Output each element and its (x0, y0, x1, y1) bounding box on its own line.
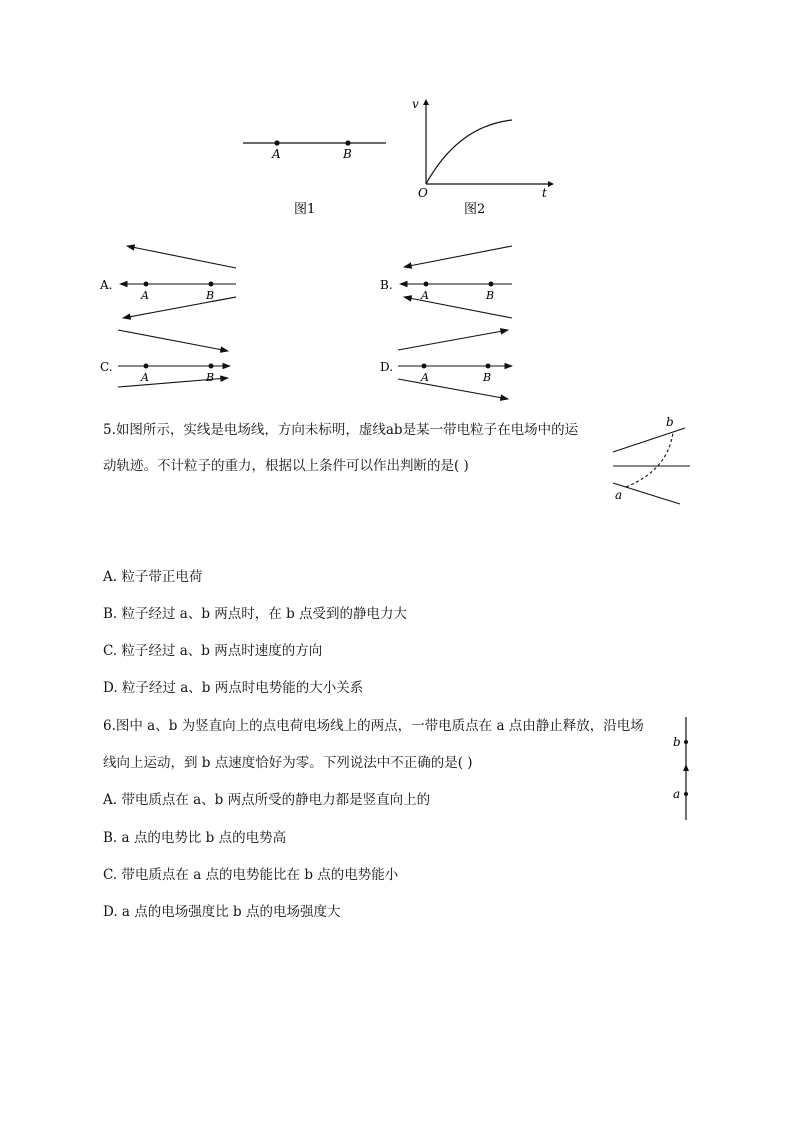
option-a-lower-line (98, 295, 243, 325)
option-d-field-lines (378, 322, 523, 404)
option-d-label: D. (380, 360, 394, 374)
option-a-field-lines (98, 238, 243, 302)
fig1-point-b-label: B (343, 147, 352, 161)
q6-fig-point-b: b (673, 735, 681, 749)
q6-option-b: B. a 点的电势比 b 点的电势高 (103, 830, 287, 846)
fig2-v-label: v (412, 97, 419, 111)
q5-stem-line-1: 5.如图所示，实线是电场线，方向未标明，虚线ab是某一带电粒子在电场中的运 (103, 422, 579, 438)
option-c-point-a: A (141, 371, 149, 384)
q6-option-c: C. 带电质点在 a 点的电势能比在 b 点的电势能小 (103, 867, 399, 883)
fig2-origin-label: O (418, 186, 428, 200)
q5-option-a: A. 粒子带正电荷 (103, 569, 203, 585)
fig2-t-label: t (542, 186, 547, 200)
q6-stem-line-1: 6.图中 a、b 为竖直向上的点电荷电场线上的两点，一带电质点在 a 点由静止释放，沿电场 (103, 718, 644, 734)
option-a-point-b: B (206, 289, 215, 302)
q6-stem-line-2: 线向上运动，到 b 点速度恰好为零。下列说法中不正确的是( ) (103, 755, 473, 771)
fig2-caption: 图2 (464, 202, 486, 217)
q5-fig-point-b: b (666, 415, 674, 429)
q6-option-d: D. a 点的电场强度比 b 点的电场强度大 (103, 904, 341, 920)
q6-option-a: A. 带电质点在 a、b 两点所受的静电力都是竖直向上的 (103, 792, 431, 808)
fig1-caption: 图1 (294, 202, 316, 217)
q5-stem-line-2: 动轨迹。不计粒子的重力，根据以上条件可以作出判断的是( ) (103, 458, 469, 474)
figure-1 (236, 128, 396, 222)
option-a-label: A. (100, 278, 113, 292)
option-c-label: C. (100, 360, 113, 374)
option-d-point-a: A (421, 371, 429, 384)
q6-field-line-figure (668, 715, 698, 823)
option-c-point-b: B (206, 371, 215, 384)
q5-option-c: C. 粒子经过 a、b 两点时速度的方向 (103, 643, 323, 659)
option-b-field-lines (378, 238, 523, 328)
option-b-point-a: A (421, 289, 429, 302)
fig1-point-a-label: A (272, 147, 281, 161)
q5-trajectory-figure (608, 412, 698, 510)
option-b-point-b: B (486, 289, 495, 302)
figure-2-v-t-graph (408, 96, 558, 222)
q5-option-d: D. 粒子经过 a、b 两点时电势能的大小关系 (103, 680, 364, 696)
option-d-point-b: B (483, 371, 492, 384)
q5-option-b: B. 粒子经过 a、b 两点时，在 b 点受到的静电力大 (103, 606, 407, 622)
option-c-field-lines (98, 322, 243, 392)
q6-fig-point-a: a (673, 787, 681, 801)
option-b-label: B. (380, 278, 393, 292)
option-a-point-a: A (141, 289, 149, 302)
q5-fig-point-a: a (615, 488, 623, 502)
